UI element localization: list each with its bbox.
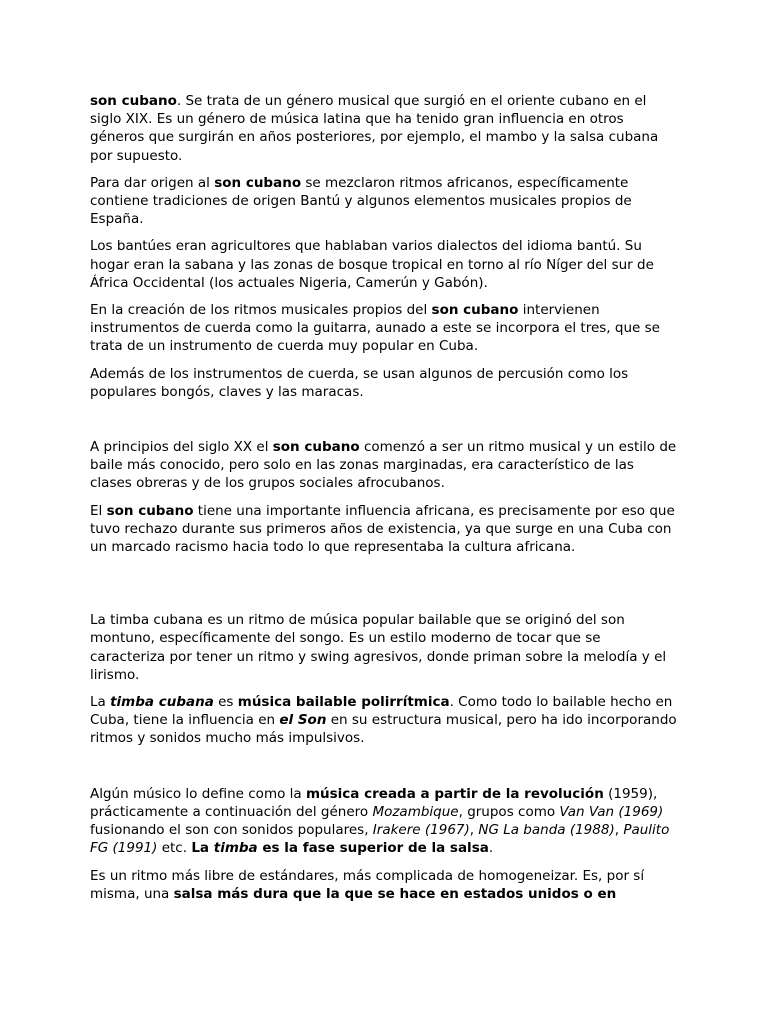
document-page [90,92,680,912]
bold-term: son cubano [431,302,519,319]
paragraph-4 [90,301,680,356]
text-run: intervienen instrumentos de cuerda como la guitarra, aunado a este se incorpora el tres, que se trata de un instrumento de cuerda muy popular en Cuba. [90,302,660,355]
text-run: . Se trata de un género musical que surgió en el oriente cubano en el siglo XIX. Es un género de música latina que ha tenido gran influencia en otros géneros que surgirán en años posteriores, por ejemplo, el mambo y la salsa cubana por supuesto. [90,93,659,164]
bold-term: son cubano [214,174,302,191]
italic-term: NG La banda (1988) [478,822,615,839]
bold-term: son cubano [90,93,177,109]
text-run: Para dar origen al [90,174,215,191]
text-run: , [469,822,479,839]
text-run: es [213,694,238,711]
bold-italic-run: el Son [279,712,327,729]
paragraph-2 [90,174,680,229]
paragraph-8 [90,611,680,684]
text-run: en su estructura musical, pero ha ido incorporando ritmos y sonidos mucho más impulsivos. [90,712,677,747]
bold-term: música creada a partir de la revolución [305,785,604,802]
text-run: . [488,840,494,857]
italic-term: Irakere (1967) [372,822,470,839]
italic-term: Mozambique [372,803,459,820]
bold-term: son cubano [272,439,360,456]
paragraph-1 [90,92,680,165]
text-run: La timba cubana es un ritmo de música popular bailable que se originó del son montuno, específicamente del songo. Es un estilo moderno de tocar que se caracteriza por tener un ritmo y swing agresivos, donde priman sobre la melodía y el lirismo. [90,612,667,683]
bold-term: salsa más dura que la que se hace en estados unidos o en [173,885,617,902]
text-run: Los bantúes eran agricultores que hablaban varios dialectos del idioma bantú. Su hogar eran la sabana y las zonas de bosque tropical en torno al río Níger del sur de África Occidental (los actuales Nigeria, Camerún y Gabón). [90,238,654,291]
bold-term: música bailable polirrítmica [237,694,450,711]
text-run: se mezclaron ritmos africanos, específicamente contiene tradiciones de origen Bantú y algunos elementos musicales propios de España. [90,174,632,228]
text-run: comenzó a ser un ritmo musical y un estilo de baile más conocido, pero solo en las zonas marginadas, era característico de las clases obreras y de los grupos sociales afrocubanos. [90,439,677,492]
bold-italic-run: timba [213,840,258,857]
bold-term: son cubano [106,502,194,519]
text-run: , grupos como [458,803,560,820]
blank-space [90,565,680,611]
paragraph-6 [90,438,680,493]
bold-italic-term [279,712,326,728]
text-run: El [90,502,107,519]
text-run: (1959), prácticamente a continuación del género [90,785,658,820]
text-run: Además de los instrumentos de cuerda, se usan algunos de percusión como los populares bongós, claves y las maracas. [90,365,629,400]
blank-space [90,410,680,438]
text-run: fusionando el son con sonidos populares, [90,822,373,839]
text-run: tiene una importante influencia africana, es precisamente por eso que tuvo rechazo durante sus primeros años de existencia, ya que surge en una Cuba con un marcado racismo hacia todo lo que representaba la cultura africana. [90,502,675,556]
bold-italic-run: timba cubana [110,694,214,711]
italic-term: Paulito FG (1991) [90,822,670,857]
paragraph-3 [90,237,680,292]
text-run: , [614,822,624,839]
blank-space [90,757,680,785]
bold-term: La [191,840,214,857]
text-run: Algún músico lo define como la [90,785,306,802]
text-run: A principios del siglo XX el [90,439,273,456]
italic-term: Van Van (1969) [559,803,664,820]
paragraph-11 [90,867,680,903]
paragraph-5 [90,365,680,401]
bold-italic-term [110,694,214,710]
paragraph-7 [90,502,680,557]
text-run: etc. [157,840,192,857]
paragraph-9 [90,693,680,748]
text-run: Es un ritmo más libre de estándares, más complicada de homogeneizar. Es, por sí misma, una [90,867,645,902]
paragraph-10 [90,785,680,858]
text-run: La [90,694,111,711]
bold-term: es la fase superior de la salsa [257,840,489,857]
text-run: . Como todo lo bailable hecho en Cuba, tiene la influencia en [90,694,673,729]
bold-italic-term [214,840,258,856]
text-run: En la creación de los ritmos musicales propios del [90,302,432,319]
